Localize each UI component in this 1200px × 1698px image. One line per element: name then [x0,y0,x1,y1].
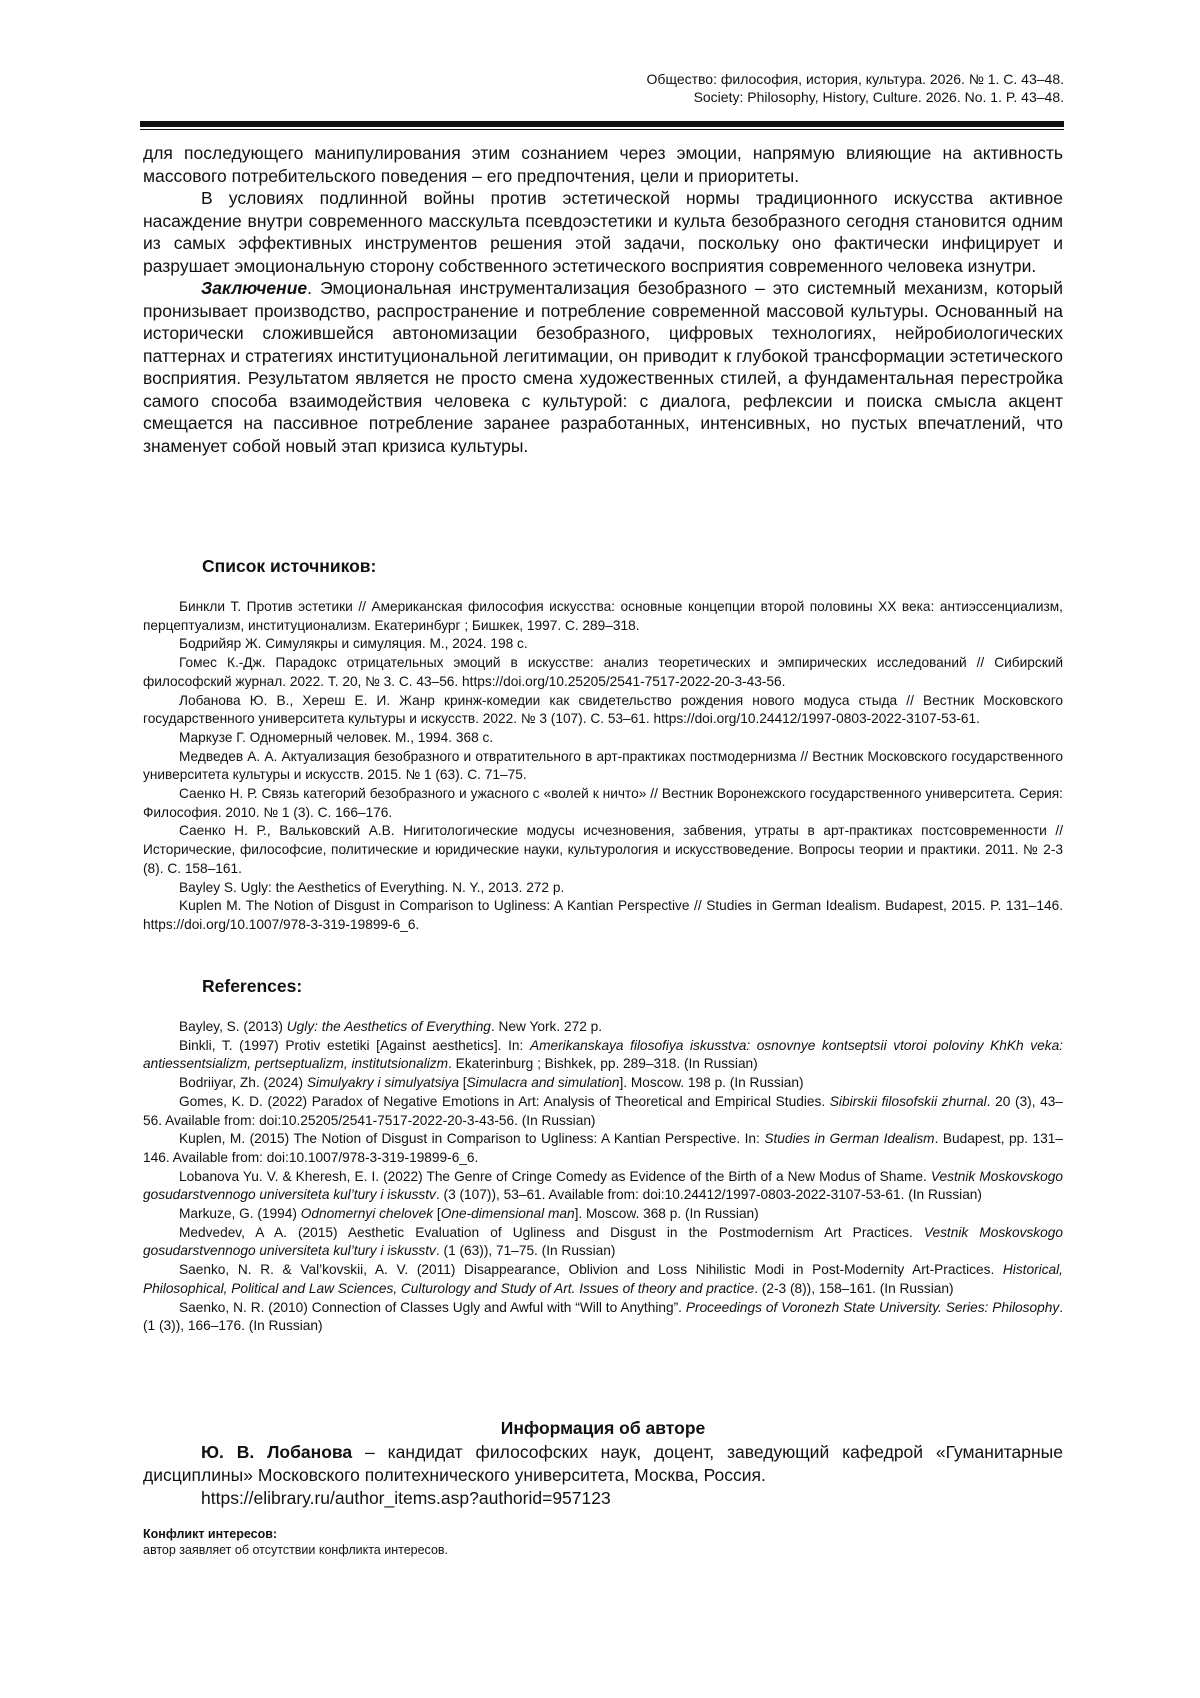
reference-item: Bodriiyar, Zh. (2024) Simulyakry i simulyatsiya [Simulacra and simulation]. Moscow. 198 p. (In Russian) [179,1075,804,1091]
author-name: Ю. В. Лобанова [201,1442,353,1462]
header-line-ru: Общество: философия, история, культура. 2026. № 1. С. 43–48. [646,71,1064,87]
source-item: Kuplen M. The Notion of Disgust in Comparison to Ugliness: A Kantian Perspective // Studies in German Idealism. Budapest, 2015. P. 131–146. https://doi.org/10.1007/978-3-319-19899-6_6. [143,898,1063,932]
reference-item: Saenko, N. R. (2010) Connection of Classes Ugly and Awful with “Will to Anything”. Proceedings of Voronezh State University. Series: Philosophy. (1 (3)), 166–176. (In Russian) [143,1299,1063,1334]
source-item: Бинкли Т. Против эстетики // Американская философия искусства: основные концепции второй половины XX века: антиэссенциализм, перцептуализм, институционализм. Екатеринбург ; Бишкек, 1997. С. 289–318. [143,599,1063,633]
paragraph-2: В условиях подлинной войны против эстетической нормы традиционного искусства активное насаждение внутри современного масскульта псевдоэстетики и культа безобразного сегодня становится одним из самых эффективных инструментов решения этой задачи, поскольку оно фактически инфицирует и разрушает эмоциональную сторону собственного эстетического восприятия современного человека изнутри. [143,188,1063,276]
reference-item: Kuplen, M. (2015) The Notion of Disgust in Comparison to Ugliness: A Kantian Perspective. In: Studies in German Idealism. Budapest, pp. 131–146. Available from: doi:10.1007/978-3-319-19899-6_6. [143,1131,1063,1165]
conclusion-lead: Заключение [201,278,308,298]
running-header [647,70,1064,106]
author-link[interactable]: https://elibrary.ru/author_items.asp?authorid=957123 [201,1488,611,1508]
conflict-heading: Конфликт интересов: [143,1527,278,1541]
reference-item: Saenko, N. R. & Val’kovskii, A. V. (2011) Disappearance, Oblivion and Loss Nihilistic Modi in Post-Modernity Art-Practices. Historical, Philosophical, Political and Law Sciences, Culturology and Study of Art. Issues of theory and practice. (2-3 (8)), 158–161. (In Russian) [143,1262,1063,1296]
author-bio: Ю. В. Лобанова – кандидат философских наук, доцент, заведующий кафедрой «Гуманитарные дисциплины» Московского политехнического университета, Москва, Россия. [143,1442,1063,1485]
sources-heading: Список источников: [202,556,377,576]
header-line-en: Society: Philosophy, History, Culture. 2026. No. 1. P. 43–48. [693,89,1064,105]
references-heading: References: [202,976,303,996]
reference-item: Medvedev, A A. (2015) Aesthetic Evaluation of Ugliness and Disgust in the Postmodernism Art Practices. Vestnik Moskovskogo gosudarstvennogo universiteta kul’tury i iskusstv. (1 (63)), 71–75. (In Russian) [143,1224,1063,1259]
source-item: Медведев А. А. Актуализация безобразного и отвратительного в арт-практиках постмодернизма // Вестник Московского государственного университета культуры и искусств. 2015. № 1 (63). С. 71–75. [143,748,1063,783]
source-item: Bayley S. Ugly: the Aesthetics of Everything. N. Y., 2013. 272 p. [179,879,565,895]
conflict-text: автор заявляет об отсутствии конфликта интересов. [143,1543,449,1557]
header-rule-thin [140,129,1064,130]
source-item: Бодрийяр Ж. Симулякры и симуляция. М., 2024. 198 с. [179,636,528,652]
reference-item: Markuze, G. (1994) Odnomernyi chelovek [One-dimensional man]. Moscow. 368 p. (In Russian) [179,1206,759,1222]
header-rule-thick [140,121,1064,127]
conflict-of-interest [143,1526,1063,1558]
source-item: Маркузе Г. Одномерный человек. М., 1994. 368 с. [179,729,494,745]
source-item: Саенко Н. Р. Связь категорий безобразного и ужасного с «волей к ничто» // Вестник Воронежского государственного университета. Серия: Философия. 2010. № 1 (3). С. 166–176. [143,786,1063,820]
reference-item: Gomes, K. D. (2022) Paradox of Negative Emotions in Art: Analysis of Theoretical and Empirical Studies. Sibirskii filosofskii zhurnal. 20 (3), 43–56. Available from: doi:10.25205/2541-7517-2022-20-3-43-56. (In Russian) [143,1093,1063,1128]
author-info-heading: Информация об авторе [500,1418,706,1438]
source-item: Лобанова Ю. В., Хереш Е. И. Жанр кринж-комедии как свидетельство рождения нового модуса стыда // Вестник Московского государственного университета культуры и искусств. 2022. № 3 (107). С. 53–61. https://doi.org/10.24412/1997-0803-2022-3107-53-61. [143,692,1063,727]
paragraph-1: для последующего манипулирования этим сознанием через эмоции, напрямую влияющие на активность массового потребительского поведения – его предпочтения, цели и приоритеты. [143,143,1063,186]
reference-item: Bayley, S. (2013) Ugly: the Aesthetics of Everything. New York. 272 p. [179,1019,603,1034]
reference-item: Lobanova Yu. V. & Kheresh, E. I. (2022) The Genre of Cringe Comedy as Evidence of the Birth of a New Modus of Shame. Vestnik Moskovskogo gosudarstvennogo universiteta kul’tury i iskusstv. (3 (107)), 53–61. Available from: doi:10.24412/1997-0803-2022-3107-53-61. (In Russian) [143,1168,1063,1203]
paragraph-conclusion [143,277,1063,457]
source-item: Гомес К.-Дж. Парадокс отрицательных эмоций в искусстве: анализ теоретических и эмпирических исследований // Сибирский философский журнал. 2022. Т. 20, № 3. С. 43–56. https://doi.org/10.25205/2541-7517-2022-20-3-43-56. [143,655,1063,689]
reference-item: Binkli, T. (1997) Protiv estetiki [Against aesthetics]. In: Amerikanskaya filosofiya iskusstva: osnovnye kontseptsii vtoroi poloviny KhKh veka: antiessentsializm, pertseptualizm, institutsionalizm. Ekaterinburg ; Bishkek, pp. 289–318. (In Russian) [143,1037,1063,1072]
source-item: Саенко Н. Р., Вальковский А.В. Нигитологические модусы исчезновения, забвения, утраты в арт-практиках постсовременности // Исторические, философсие, политические и юридические науки, культурология и искусствоведение. Вопросы теории и практики. 2011. № 2-3 (8). С. 158–161. [143,823,1063,876]
conclusion-text: . Эмоциональная инструментализация безобразного – это системный механизм, который пронизывает производство, распространение и потребление современной массовой культуры. Основанный на исторически сложившейся автономизации безобразного, цифровых технологиях, нейробиологических паттернах и стратегиях институциональной легитимации, он приводит к глубокой трансформации эстетического восприятия. Результатом является не просто смена художественных стилей, а фундаментальная перестройка самого способа взаимодействия человека с культурой: с диалога, рефлексии и поиска смысла акцент смещается на пассивное потребление заранее разработанных, интенсивных, но пустых впечатлений, что знаменует собой новый этап кризиса культуры. [143,278,1063,456]
sources-list [143,598,1063,935]
author-info [143,1441,1063,1510]
references-list [143,1018,1063,1336]
body-text [143,142,1063,457]
